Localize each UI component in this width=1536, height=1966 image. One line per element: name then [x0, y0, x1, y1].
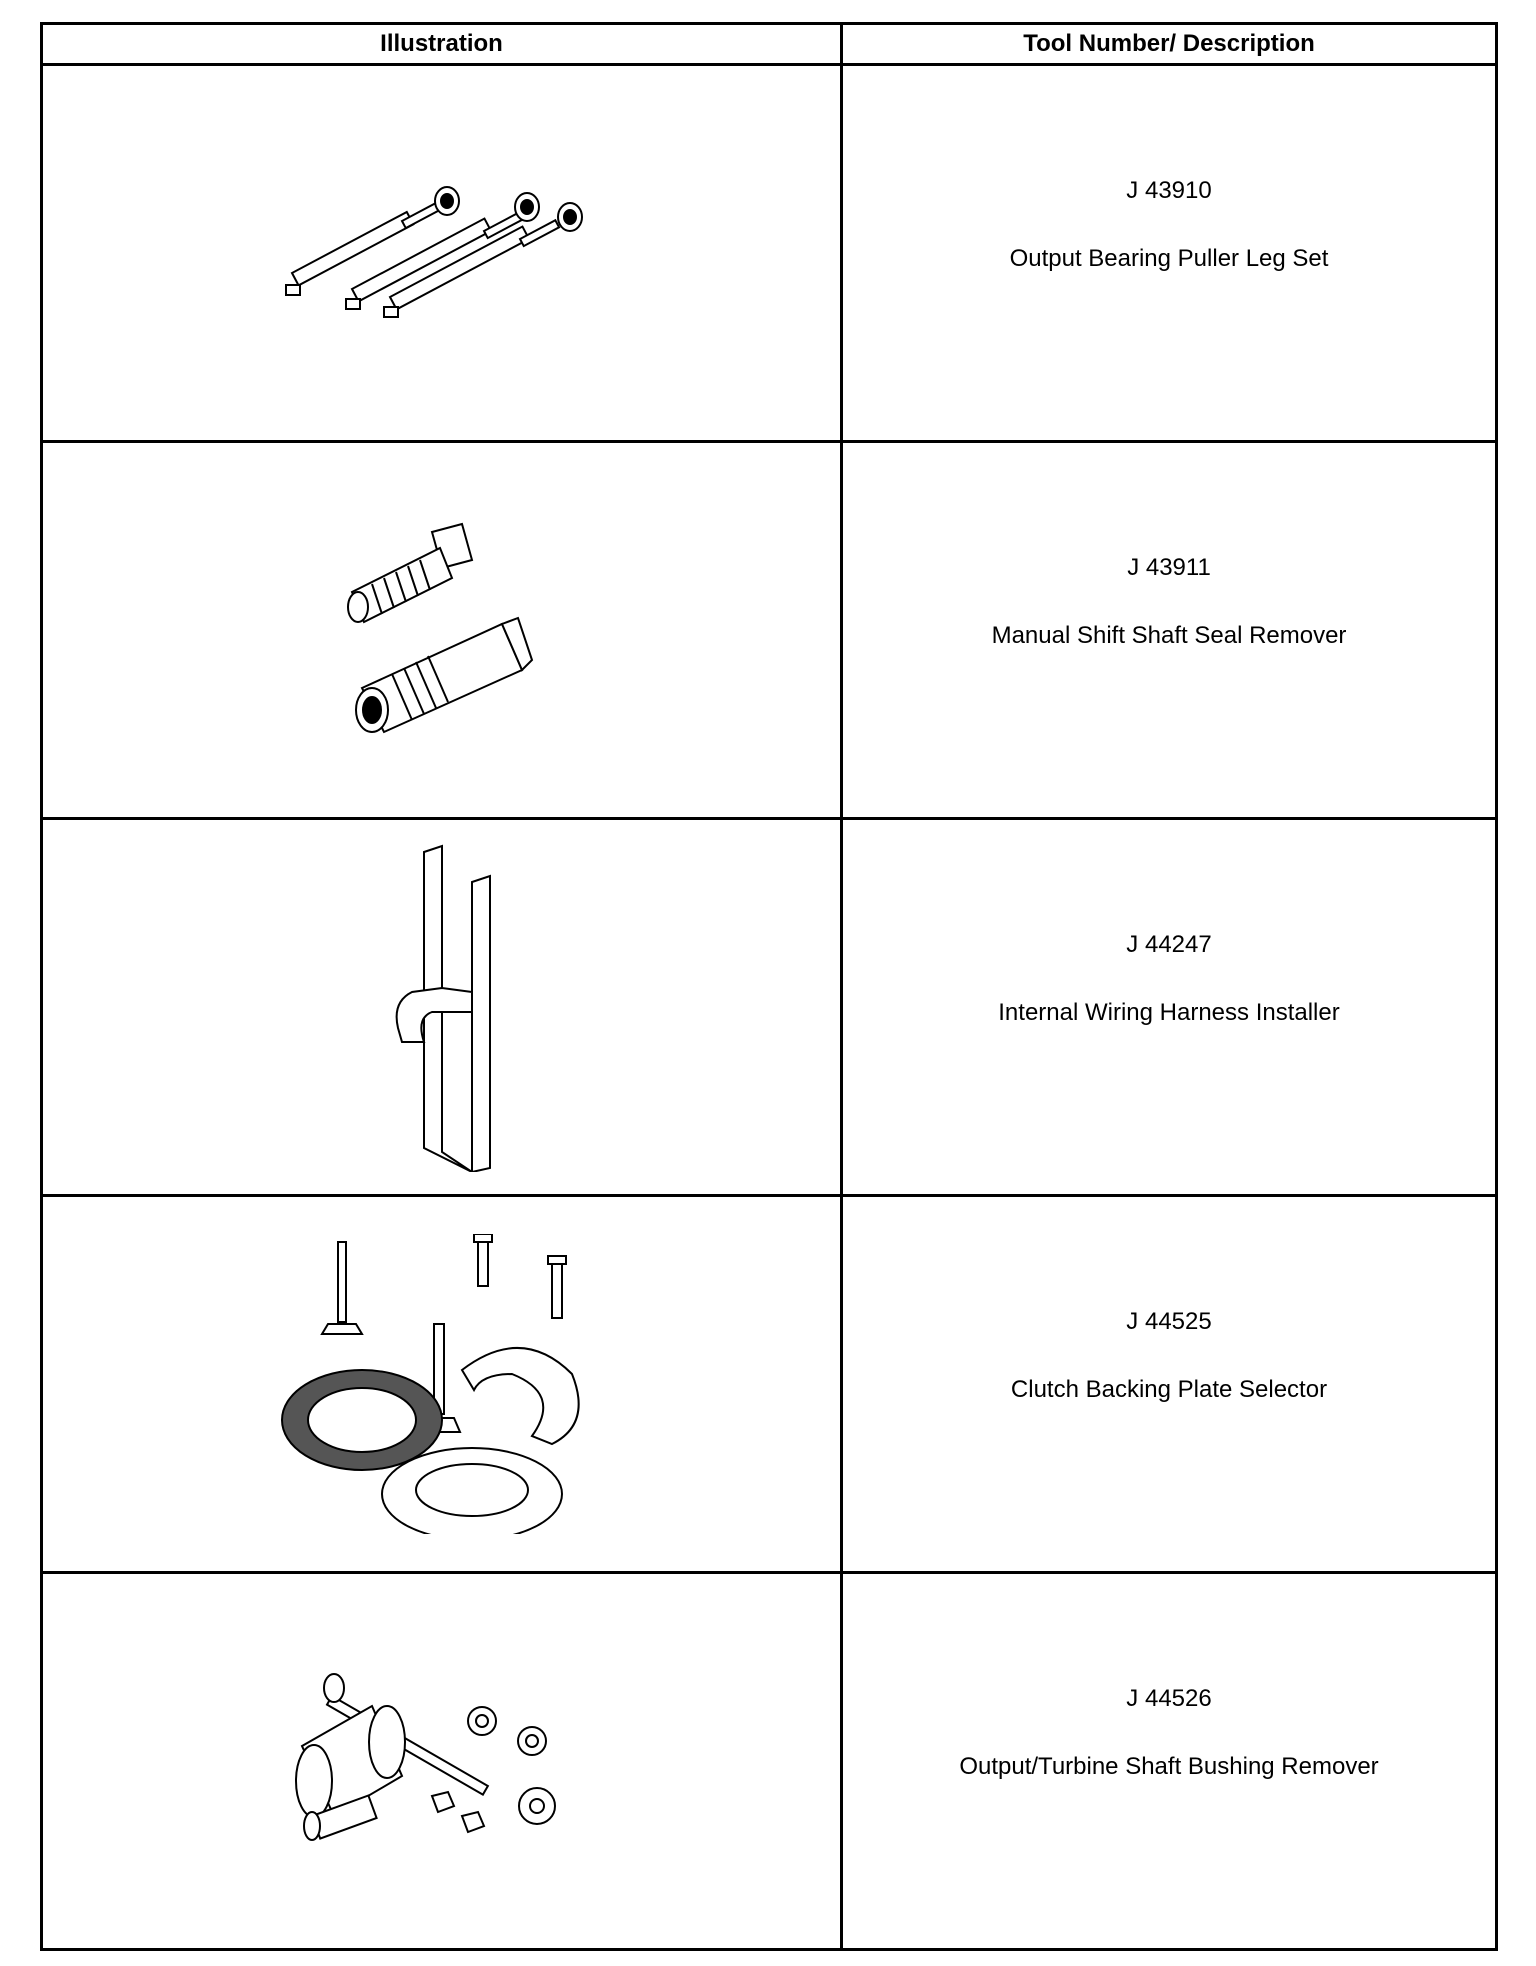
description-cell	[842, 819, 1497, 1196]
special-tools-table	[40, 22, 1498, 1951]
description-cell	[842, 442, 1497, 819]
header-row	[42, 24, 1497, 65]
tool-number: J 43911	[1127, 554, 1211, 581]
header-illustration: Illustration	[42, 24, 842, 65]
table-row	[42, 819, 1497, 1196]
tool-description: Internal Wiring Harness Installer	[998, 999, 1340, 1026]
illustration-cell	[42, 442, 842, 819]
tool-number: J 44526	[1126, 1685, 1212, 1712]
table-row	[42, 1196, 1497, 1573]
plate-selector-icon	[272, 1234, 612, 1534]
tool-number: J 44247	[1126, 931, 1212, 958]
table-row	[42, 442, 1497, 819]
tool-description: Manual Shift Shaft Seal Remover	[991, 622, 1347, 649]
tool-description: Output Bearing Puller Leg Set	[1009, 245, 1329, 272]
table-row	[42, 1573, 1497, 1950]
description-cell	[842, 1573, 1497, 1950]
illustration-cell	[42, 65, 842, 442]
tool-description: Clutch Backing Plate Selector	[1010, 1376, 1328, 1403]
description-cell	[842, 1196, 1497, 1573]
illustration-cell	[42, 819, 842, 1196]
table-row	[42, 65, 1497, 442]
illustration-cell	[42, 1573, 842, 1950]
description-cell	[842, 65, 1497, 442]
tool-number: J 43910	[1126, 177, 1212, 204]
puller-legs-icon	[282, 173, 602, 333]
harness-installer-icon	[372, 842, 512, 1172]
header-tool-description: Tool Number/ Description	[842, 24, 1497, 65]
tool-description: Output/Turbine Shaft Bushing Remover	[959, 1753, 1379, 1780]
tool-number: J 44525	[1126, 1308, 1212, 1335]
seal-remover-icon	[322, 520, 562, 740]
bushing-remover-icon	[292, 1666, 592, 1856]
illustration-cell	[42, 1196, 842, 1573]
